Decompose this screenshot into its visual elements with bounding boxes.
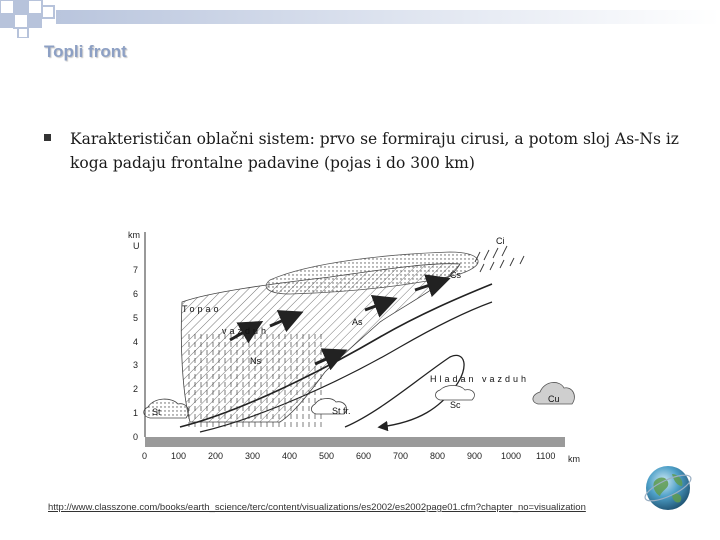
source-link[interactable]: http://www.classzone.com/books/earth_science/terc/content/visualizations/es2002/es2002page01.cfm?chapter_no=visualization	[48, 502, 586, 513]
x-axis-unit: km	[568, 454, 580, 464]
x-tick-label: 1000	[501, 451, 522, 461]
x-tick-label: 100	[171, 451, 187, 461]
sc-cloud	[436, 386, 475, 401]
x-tick-label: 0	[142, 451, 148, 461]
precipitation-area	[184, 332, 324, 427]
y-tick-label: 7	[133, 265, 139, 275]
y-tick-label: 5	[133, 313, 139, 323]
ci-cirrus-strokes	[475, 246, 524, 272]
y-tick-label: 4	[133, 337, 139, 347]
cold-air-label: Hladan vazduh	[430, 374, 530, 384]
slide-title: Topli front	[44, 42, 127, 61]
y-tick-label: U	[133, 241, 140, 251]
decorative-header-band	[0, 0, 720, 38]
y-tick-label: 3	[133, 360, 139, 370]
ns-label: Ns	[250, 356, 261, 366]
y-axis-unit: km	[128, 230, 140, 240]
ci-label: Ci	[496, 236, 505, 246]
sc-label: Sc	[450, 400, 461, 410]
warm-front-diagram	[120, 222, 590, 467]
x-tick-label: 300	[245, 451, 261, 461]
x-tick-label: 600	[356, 451, 372, 461]
warm-air-label-2: vazduh	[222, 326, 270, 336]
x-tick-label: 900	[467, 451, 483, 461]
bullet-marker	[44, 134, 51, 141]
x-tick-label: 800	[430, 451, 446, 461]
y-tick-label: 6	[133, 289, 139, 299]
x-tick-label: 200	[208, 451, 224, 461]
ground-bar	[145, 437, 565, 447]
globe-icon	[642, 462, 694, 514]
cu-label: Cu	[548, 394, 560, 404]
st-fr-label: St fr.	[332, 406, 351, 416]
y-tick-label: 1	[133, 408, 139, 418]
x-tick-labels	[142, 451, 555, 461]
x-tick-label: 700	[393, 451, 409, 461]
y-tick-labels	[133, 241, 140, 442]
st-label: St	[152, 407, 161, 417]
y-tick-label: 2	[133, 384, 139, 394]
y-tick-label: 0	[133, 432, 139, 442]
st-cloud	[144, 399, 189, 418]
x-tick-label: 400	[282, 451, 298, 461]
cs-label: Cs	[450, 270, 461, 280]
x-tick-label: 500	[319, 451, 335, 461]
warm-air-label-1: Topao	[182, 304, 222, 314]
as-label: As	[352, 317, 363, 327]
x-tick-label: 1100	[536, 451, 556, 461]
bullet-text: Karakterističan oblačni sistem: prvo se formiraju cirusi, a potom sloj As-Ns iz koga padaju frontalne padavine (pojas i do 300 km)	[70, 130, 679, 172]
cs-cloud	[266, 252, 478, 294]
